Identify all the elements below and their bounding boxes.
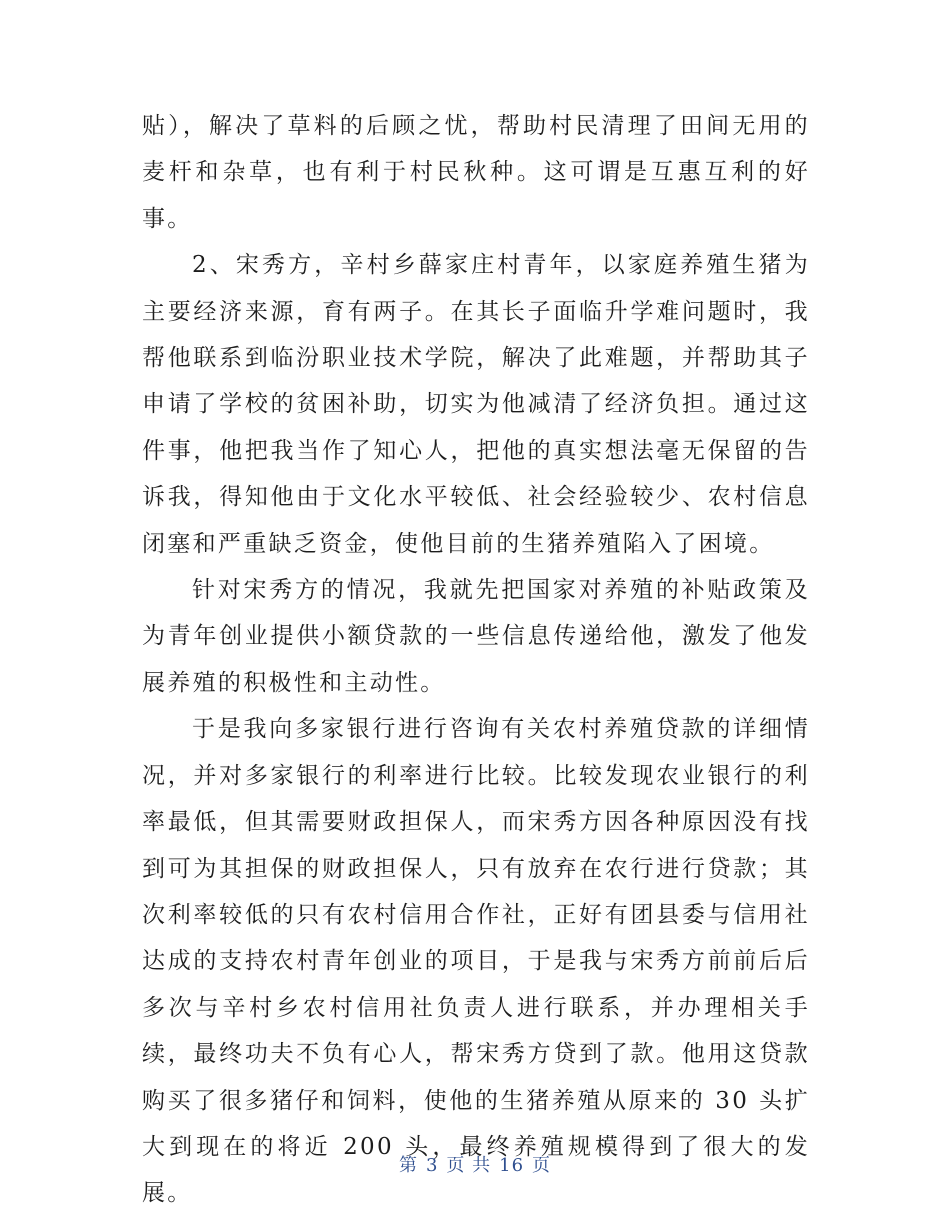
- paragraph-bank-loan: 于是我向多家银行进行咨询有关农村养殖贷款的详细情况，并对多家银行的利率进行比较。比较发现农业银行的利率最低，但其需要财政担保人，而宋秀方因各种原因没有找到可为其担保的财政担保人，只有放弃在农行进行贷款；其次利率较低的只有农村信用合作社，正好有团县委与信用社达成的支持农村青年创业的项目，于是我与宋秀方前前后后多次与辛村乡农村信用社负责人进行联系，并办理相关手续，最终功夫不负有心人，帮宋秀方贷到了款。他用这贷款购买了很多猪仔和饲料，使他的生猪养殖从原来的 30 头扩大到现在的将近 200 头，最终养殖规模得到了很大的发展。: [142, 716, 810, 1207]
- document-body: [142, 103, 810, 1217]
- paragraph-policy-info: 针对宋秀方的情况，我就先把国家对养殖的补贴政策及为青年创业提供小额贷款的一些信息传递给他，激发了他发展养殖的积极性和主动性。: [142, 577, 810, 696]
- paragraph-song-xiufang-intro: 2、宋秀方，辛村乡薛家庄村青年，以家庭养殖生猪为主要经济来源，育有两子。在其长子面临升学难问题时，我帮他联系到临汾职业技术学院，解决了此难题，并帮助其子申请了学校的贫困补助，切实为他减清了经济负担。通过这件事，他把我当作了知心人，把他的真实想法毫无保留的告诉我，得知他由于文化水平较低、社会经验较少、农村信息闭塞和严重缺乏资金，使他目前的生猪养殖陷入了困境。: [142, 252, 810, 557]
- footer-mid: 页 共: [446, 1155, 492, 1176]
- footer-prefix: 第: [398, 1155, 418, 1176]
- footer-current-page: 3: [425, 1155, 439, 1176]
- footer-suffix: 页: [532, 1155, 552, 1176]
- paragraph-continuation: 贴），解决了草料的后顾之忧，帮助村民清理了田间无用的麦杆和杂草，也有利于村民秋种。这可谓是互惠互利的好事。: [142, 113, 810, 232]
- page-footer: [0, 1151, 950, 1177]
- footer-total-pages: 16: [499, 1155, 525, 1176]
